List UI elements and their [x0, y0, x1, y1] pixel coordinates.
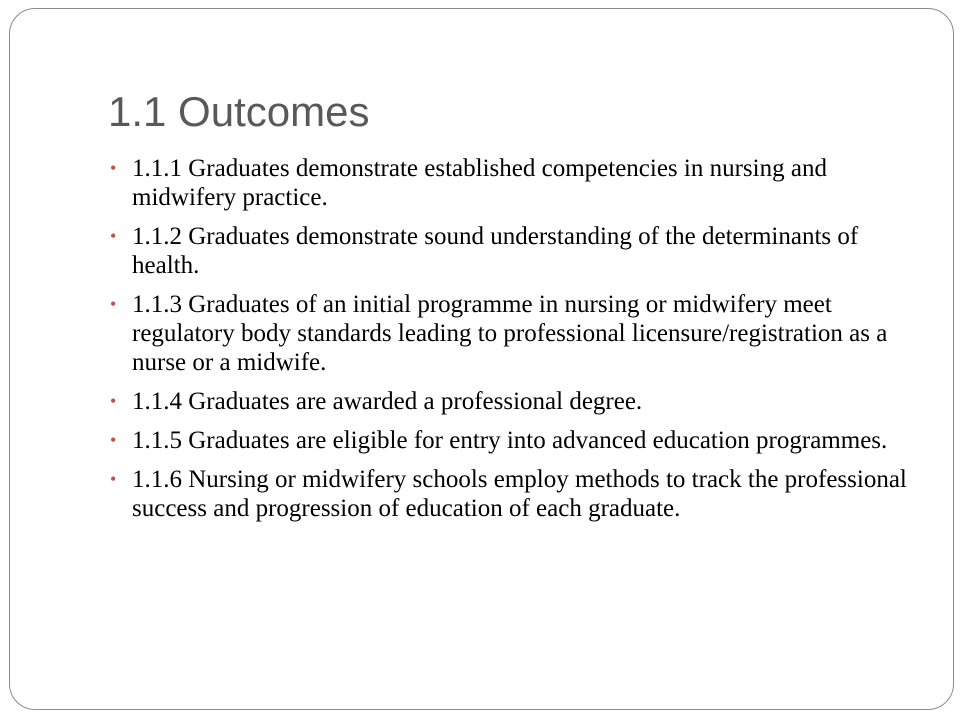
bullet-text: 1.1.6 Nursing or midwifery schools employ methods to track the professional success and progression of education of each graduate. — [132, 466, 907, 522]
bullet-text: 1.1.3 Graduates of an initial programme in nursing or midwifery meet regulatory body standards leading to professional licensure/registration as a nurse or a midwife. — [132, 291, 888, 376]
slide-title: 1.1 Outcomes — [108, 88, 370, 135]
bullet-text: 1.1.2 Graduates demonstrate sound understanding of the determinants of health. — [132, 223, 859, 279]
bullet-dot-icon: • — [110, 226, 117, 246]
bullet-dot-icon: • — [110, 391, 117, 411]
bullet-item-2 — [108, 222, 908, 280]
bullet-dot-icon: • — [110, 294, 117, 314]
bullet-dot-icon: • — [110, 430, 117, 450]
bullet-item-5 — [108, 426, 908, 455]
bullet-list — [108, 154, 908, 533]
bullet-item-1 — [108, 154, 908, 212]
bullet-text: 1.1.4 Graduates are awarded a professional degree. — [132, 388, 643, 415]
bullet-text: 1.1.5 Graduates are eligible for entry into advanced education programmes. — [132, 427, 888, 454]
bullet-dot-icon: • — [110, 158, 117, 178]
bullet-item-6 — [108, 465, 908, 523]
bullet-item-4 — [108, 387, 908, 416]
bullet-item-3 — [108, 290, 908, 377]
bullet-text: 1.1.1 Graduates demonstrate established competencies in nursing and midwifery practice. — [132, 155, 827, 211]
bullet-dot-icon: • — [110, 469, 117, 489]
